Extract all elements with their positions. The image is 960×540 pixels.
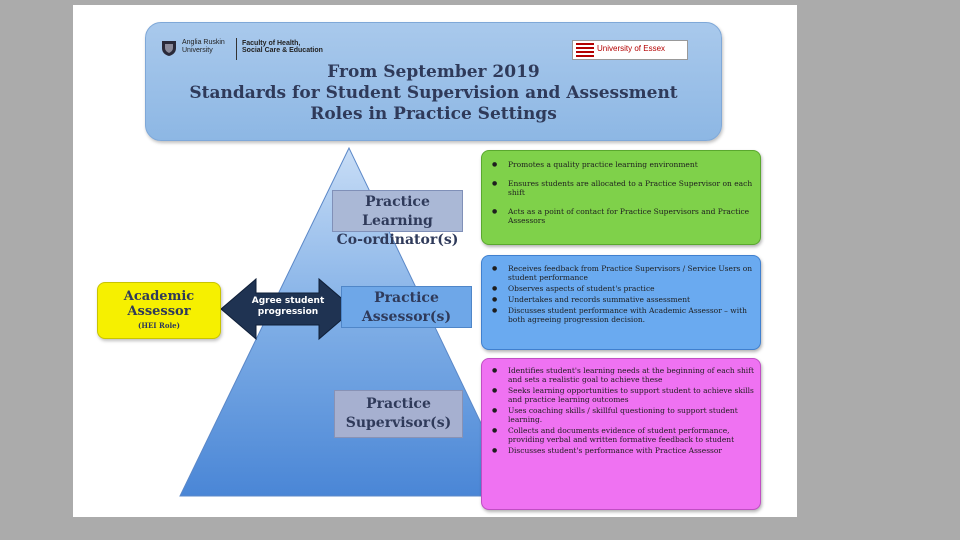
logo-left-name: Anglia Ruskin [182,39,225,46]
academic-line1: Academic [123,289,195,304]
title-line2: Standards for Student Supervision and Assessment [189,83,678,103]
academic-line2: Assessor [127,304,191,319]
ps-responsibilities-box [481,358,761,510]
plc-responsibilities-box [481,150,761,245]
practice-supervisor-label [334,390,463,438]
list-item: ● Collects and documents evidence of student performance, providing verbal and written formative feedback to student [508,426,760,444]
faculty-line2: Social Care & Education [242,47,323,54]
academic-assessor-box [97,282,221,339]
arrow-line2: progression [257,307,319,317]
agree-progression-text [249,296,327,318]
title-line3: Roles in Practice Settings [310,104,557,124]
practice-assessor-label [341,286,472,328]
ps-points-list [482,366,760,455]
ps-line1: Practice [366,396,431,412]
pa-points-list [482,264,760,324]
list-item: ● Seeks learning opportunities to support student to achieve skills and practice learning outcomes [508,386,760,404]
plc-line1: Practice Learning [362,194,433,229]
plc-line2: Co-ordinator(s) [336,232,459,248]
arrow-line1: Agree student [251,296,325,306]
list-item: ● Acts as a point of contact for Practice Supervisors and Practice Assessors [508,207,760,225]
academic-assessor-title [98,289,220,319]
ps-line2: Supervisor(s) [345,415,452,431]
list-item: ● Undertakes and records summative assessment [508,295,760,304]
practice-learning-coordinator-label [332,190,463,248]
pa-line1: Practice [374,290,439,306]
slide [73,5,797,517]
list-item: ● Discusses student's performance with Practice Assessor [508,446,760,455]
list-item: ● Uses coaching skills / skillful questioning to support student learning. [508,406,760,424]
list-item: ● Promotes a quality practice learning environment [508,160,760,169]
essex-logo-text: University of Essex [597,44,666,53]
plc-points-list [482,160,760,225]
academic-assessor-subtitle: (HEI Role) [138,321,180,330]
list-item: ● Receives feedback from Practice Supervisors / Service Users on student performance [508,264,760,282]
list-item: ● Observes aspects of student's practice [508,284,760,293]
pa-line2: Assessor(s) [361,309,452,325]
list-item: ● Discusses student performance with Academic Assessor – with both agreeing progression decision. [508,306,760,324]
faculty-line1: Faculty of Health, [242,40,301,47]
list-item: ● Ensures students are allocated to a Practice Supervisor on each shift [508,179,760,197]
list-item: ● Identifies student's learning needs at the beginning of each shift and sets a realistic goal to achieve these [508,366,760,384]
title-line1: From September 2019 [327,62,540,82]
pa-responsibilities-box [481,255,761,350]
logo-left-sub: University [182,47,213,54]
